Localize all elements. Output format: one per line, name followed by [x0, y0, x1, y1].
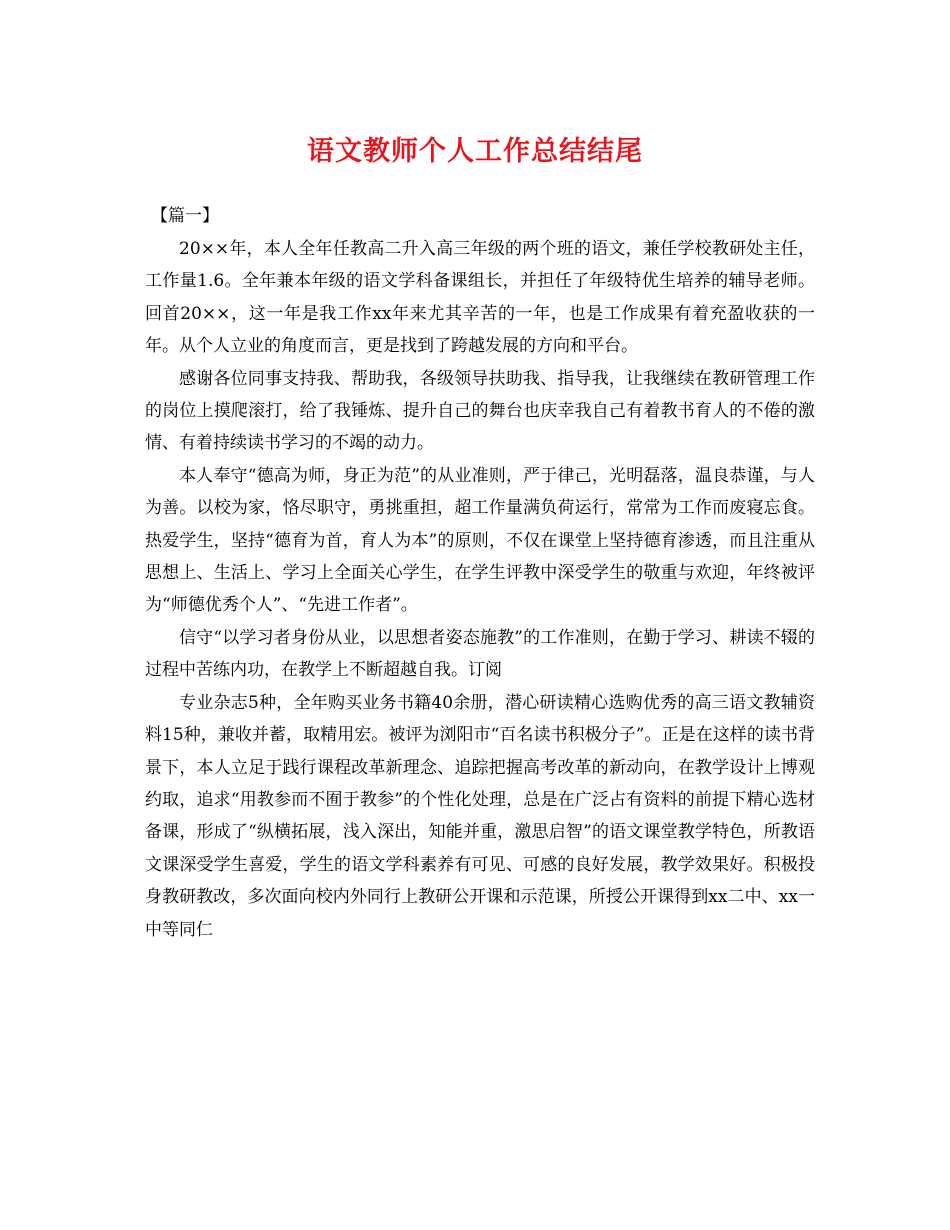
section-label: 【篇一】: [151, 206, 219, 226]
paragraph-5: 专业杂志5种，全年购买业务书籍40余册，潜心研读精心选购优秀的高三语文教辅资料15种，兼收并蓄，取精用宏。被评为浏阳市“百名读书积极分子”。正是在这样的读书背景下，本人立足于践行课程改革新理念、追踪把握高考改革的新动向，在教学设计上博观约取，追求“用教参而不囿于教参”的个性化处理，总是在广泛占有资料的前提下精心选材备课，形成了“纵横拓展，浅入深出，知能并重，激思启智”的语文课堂教学特色，所教语文课深受学生喜爱，学生的语文学科素养有可见、可感的良好发展，教学效果好。积极投身教研教改，多次面向校内外同行上教研公开课和示范课，所授公开课得到xx二中、xx一中等同仁: [145, 692, 815, 940]
paragraph-1: 20××年，本人全年任教高二升入高三年级的两个班的语文，兼任学校教研处主任，工作量1.6。全年兼本年级的语文学科备课组长，并担任了年级特优生培养的辅导老师。回首20××，这一年是我工作xx年来尤其辛苦的一年，也是工作成果有着充盈收获的一年。从个人立业的角度而言，更是找到了跨越发展的方向和平台。: [145, 239, 815, 357]
document-title: 语文教师个人工作总结结尾: [307, 136, 643, 167]
paragraph-2: 感谢各位同事支持我、帮助我，各级领导扶助我、指导我，让我继续在教研管理工作的岗位上摸爬滚打，给了我锤炼、提升自己的舞台也庆幸我自己有着教书育人的不倦的激情、有着持续读书学习的不竭的动力。: [145, 368, 815, 454]
document-body: [145, 200, 815, 946]
paragraph-4: 信守“以学习者身份从业，以思想者姿态施教”的工作准则，在勤于学习、耕读不辍的过程中苦练内功，在教学上不断超越自我。订阅: [145, 627, 815, 681]
paragraph-3: 本人奉守“德高为师，身正为范”的从业准则，严于律己，光明磊落，温良恭谨，与人为善。以校为家，恪尽职守，勇挑重担，超工作量满负荷运行，常常为工作而废寝忘食。热爱学生，坚持“德育为首，育人为本”的原则，不仅在课堂上坚持德育渗透，而且注重从思想上、生活上、学习上全面关心学生，在学生评教中深受学生的敬重与欢迎，年终被评为“师德优秀个人”、“先进工作者”。: [145, 465, 815, 616]
